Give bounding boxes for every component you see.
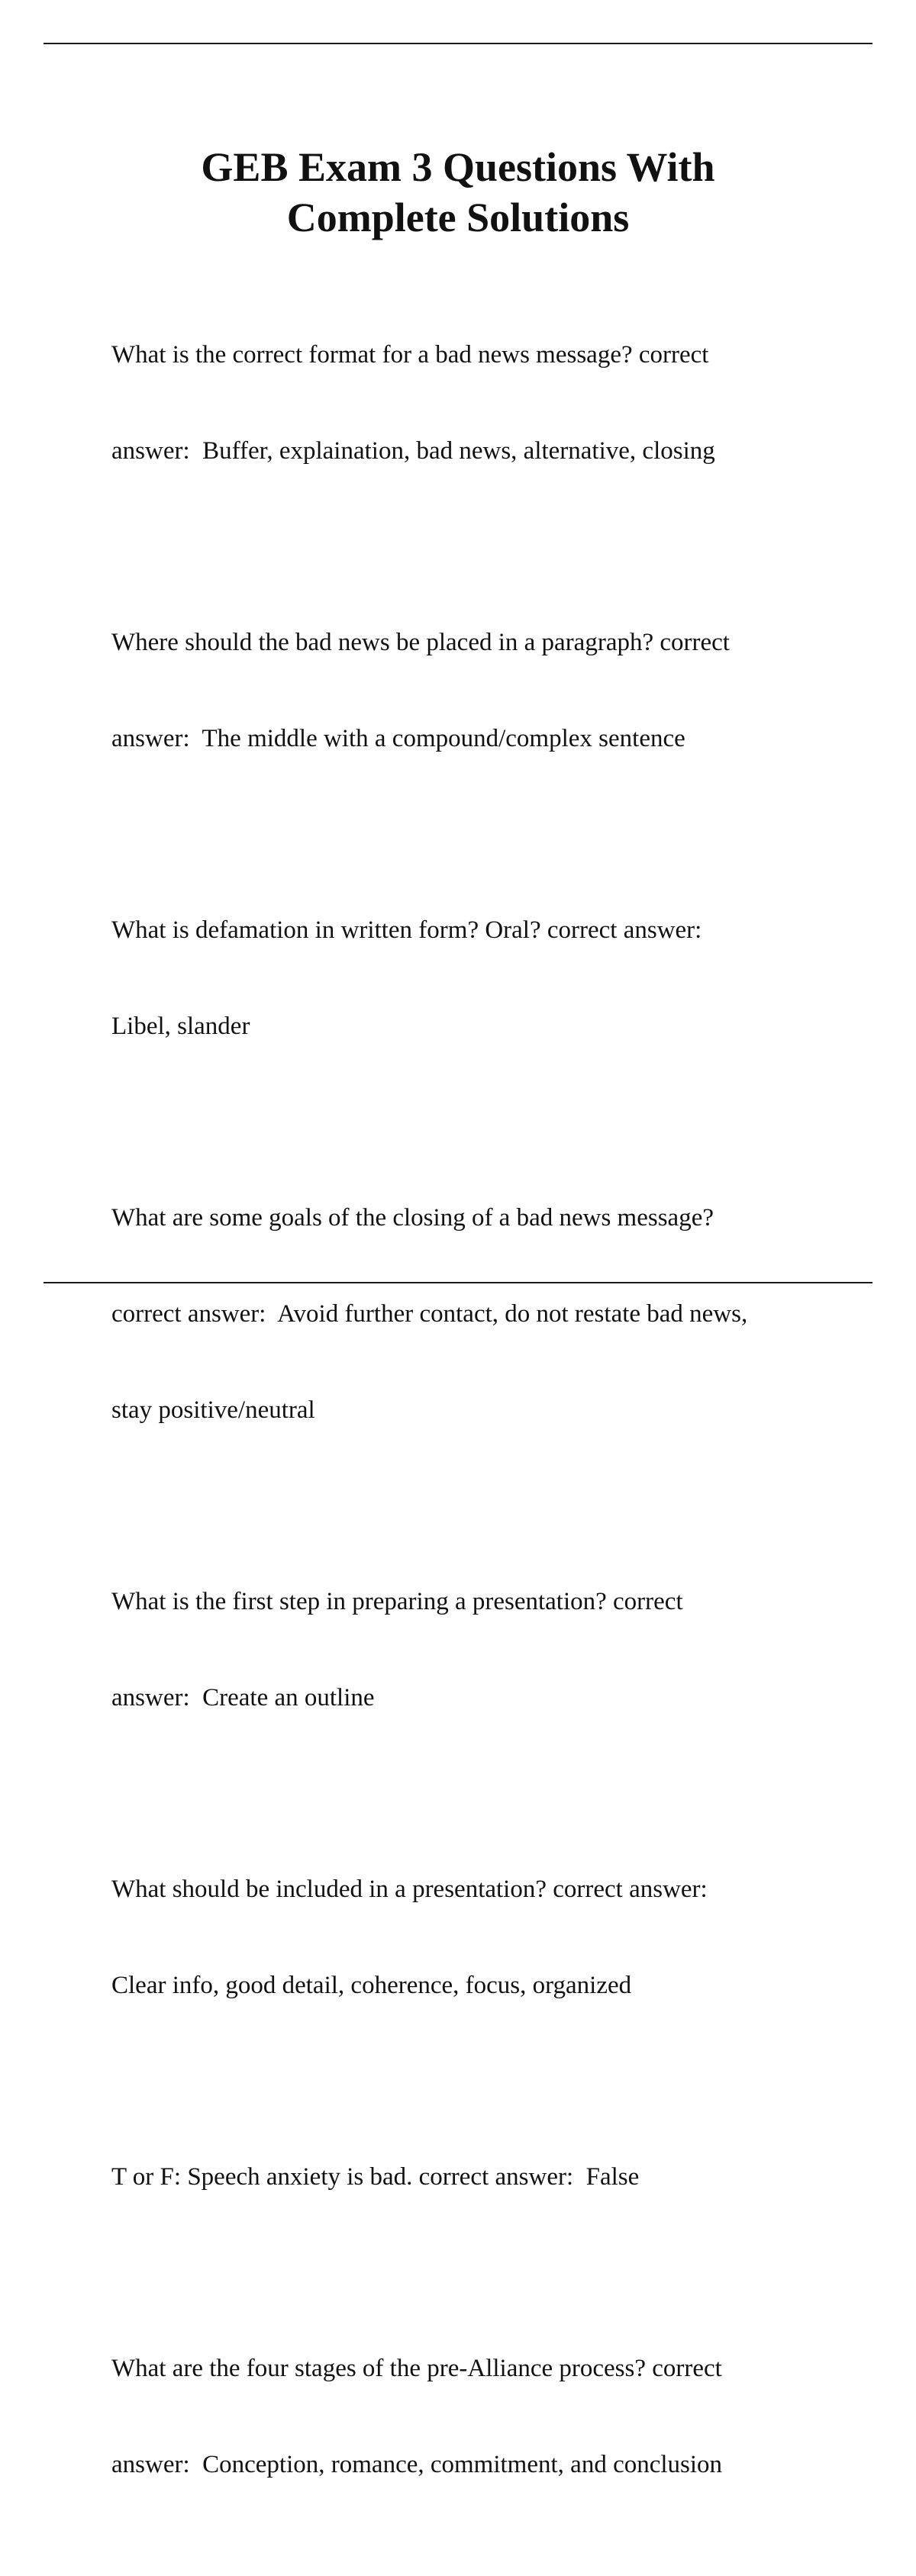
qa-item — [111, 850, 844, 1106]
qa-item — [111, 1809, 844, 2066]
qa-line: What is the correct format for a bad news message? correct — [111, 341, 709, 369]
footer-divider — [44, 1282, 872, 1283]
qa-line: answer: The middle with a compound/complex sentence — [111, 725, 685, 752]
qa-item — [111, 2288, 844, 2545]
qa-line: answer: Conception, romance, commitment, and conclusion — [111, 2451, 723, 2478]
qa-line: answer: Create an outline — [111, 1684, 375, 1711]
qa-item — [111, 562, 844, 819]
qa-line: What are some goals of the closing of a bad news message? — [111, 1204, 714, 1232]
qa-line: Where should the bad news be placed in a paragraph? correct — [111, 629, 730, 656]
title-line-1: GEB Exam 3 Questions With — [201, 144, 715, 190]
qa-line: What is the first step in preparing a presentation? correct — [111, 1588, 683, 1615]
qa-line: What are the four stages of the pre-Alliance process? correct — [111, 2355, 722, 2382]
qa-line: Libel, slander — [111, 1013, 250, 1040]
question-answer-list — [111, 275, 844, 2576]
title-line-2: Complete Solutions — [286, 195, 630, 240]
qa-line: correct answer: Avoid further contact, do not restate bad news, — [111, 1300, 748, 1328]
qa-line: answer: Buffer, explaination, bad news, alternative, closing — [111, 437, 715, 465]
qa-item — [111, 1521, 844, 1778]
qa-item — [111, 2097, 844, 2257]
qa-line: T or F: Speech anxiety is bad. correct answer: False — [111, 2163, 640, 2191]
qa-line: Clear info, good detail, coherence, focus, organized — [111, 1972, 632, 1999]
qa-item — [111, 1138, 844, 1490]
page-title — [0, 142, 916, 243]
qa-item — [111, 275, 844, 531]
qa-line: What should be included in a presentation? correct answer: — [111, 1876, 708, 1903]
qa-line: What is defamation in written form? Oral? correct answer: — [111, 916, 702, 944]
header-divider — [44, 43, 872, 44]
qa-line: stay positive/neutral — [111, 1396, 315, 1424]
